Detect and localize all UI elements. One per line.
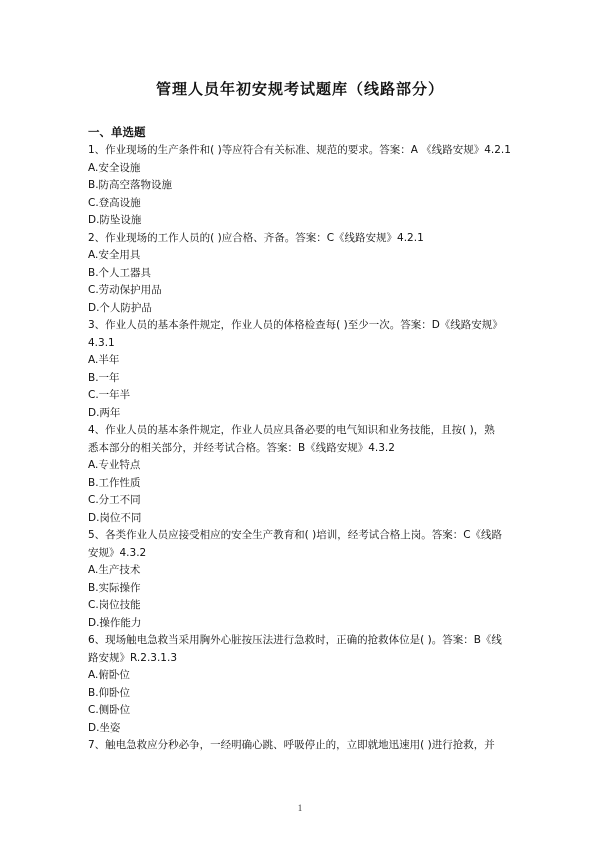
question-6-option-c: C.侧卧位 xyxy=(88,704,131,716)
question-5-line-1: 5、各类作业人员应接受相应的安全生产教育和( )培训，经考试合格上岗。答案：C《线路 xyxy=(88,529,503,541)
question-6-option-b: B.仰卧位 xyxy=(88,686,131,699)
question-3-line-2: 4.3.1 xyxy=(88,336,115,349)
question-2-option-c: C.劳动保护用品 xyxy=(88,284,162,296)
question-5-option-a: A.生产技术 xyxy=(88,564,141,576)
document-title: 管理人员年初安规考试题库（线路部分） xyxy=(155,80,444,98)
page-number: 1 xyxy=(297,803,303,813)
question-4-option-c: C.分工不同 xyxy=(88,494,141,506)
question-2-option-a: A.安全用具 xyxy=(88,249,141,261)
question-4-option-b: B.工作性质 xyxy=(88,476,141,489)
question-1-option-c: C.登高设施 xyxy=(88,196,141,209)
question-5-line-2: 安规》4.3.2 xyxy=(88,546,147,559)
question-list xyxy=(88,142,520,755)
question-3-option-a: A.半年 xyxy=(88,354,120,366)
question-2-option-b: B.个人工器具 xyxy=(88,266,152,279)
question-5-option-d: D.操作能力 xyxy=(88,616,142,629)
question-4-line-1: 4、作业人员的基本条件规定，作业人员应具备必要的电气知识和业务技能，且按( )，熟 xyxy=(88,424,495,436)
question-2-option-d: D.个人防护品 xyxy=(88,301,152,314)
question-1-line-1: 1、作业现场的生产条件和( )等应符合有关标准、规范的要求。答案：A 《线路安规》4.2.1 xyxy=(88,144,511,156)
question-1-option-b: B.防高空落物设施 xyxy=(88,179,173,191)
question-7-line-1: 7、触电急救应分秒必争，一经明确心跳、呼吸停止的，立即就地迅速用( )进行抢救，并 xyxy=(88,739,495,751)
question-3-option-b: B.一年 xyxy=(88,371,120,384)
section-heading: 一、单选题 xyxy=(88,125,146,139)
question-6-line-2: 路安规》R.2.3.1.3 xyxy=(88,651,177,664)
question-3-option-c: C.一年半 xyxy=(88,389,131,401)
question-4-option-a: A.专业特点 xyxy=(88,459,141,471)
question-3-line-1: 3、作业人员的基本条件规定，作业人员的体格检查每( )至少一次。答案：D《线路安规》 xyxy=(88,319,503,331)
question-2-line-1: 2、作业现场的工作人员的( )应合格、齐备。答案：C《线路安规》4.2.1 xyxy=(88,231,424,244)
question-6-option-d: D.坐姿 xyxy=(88,721,121,734)
question-5-option-c: C.岗位技能 xyxy=(88,599,141,611)
question-1-option-a: A.安全设施 xyxy=(88,161,141,174)
question-6-option-a: A.俯卧位 xyxy=(88,669,130,681)
question-4-line-2: 悉本部分的相关部分，并经考试合格。答案：B《线路安规》4.3.2 xyxy=(88,441,395,454)
question-6-line-1: 6、现场触电急救当采用胸外心脏按压法进行急救时，正确的抢救体位是( )。答案：B《线 xyxy=(88,634,502,646)
question-4-option-d: D.岗位不同 xyxy=(88,511,142,524)
question-1-option-d: D.防坠设施 xyxy=(88,214,142,226)
question-3-option-d: D.两年 xyxy=(88,406,121,419)
question-5-option-b: B.实际操作 xyxy=(88,581,141,594)
